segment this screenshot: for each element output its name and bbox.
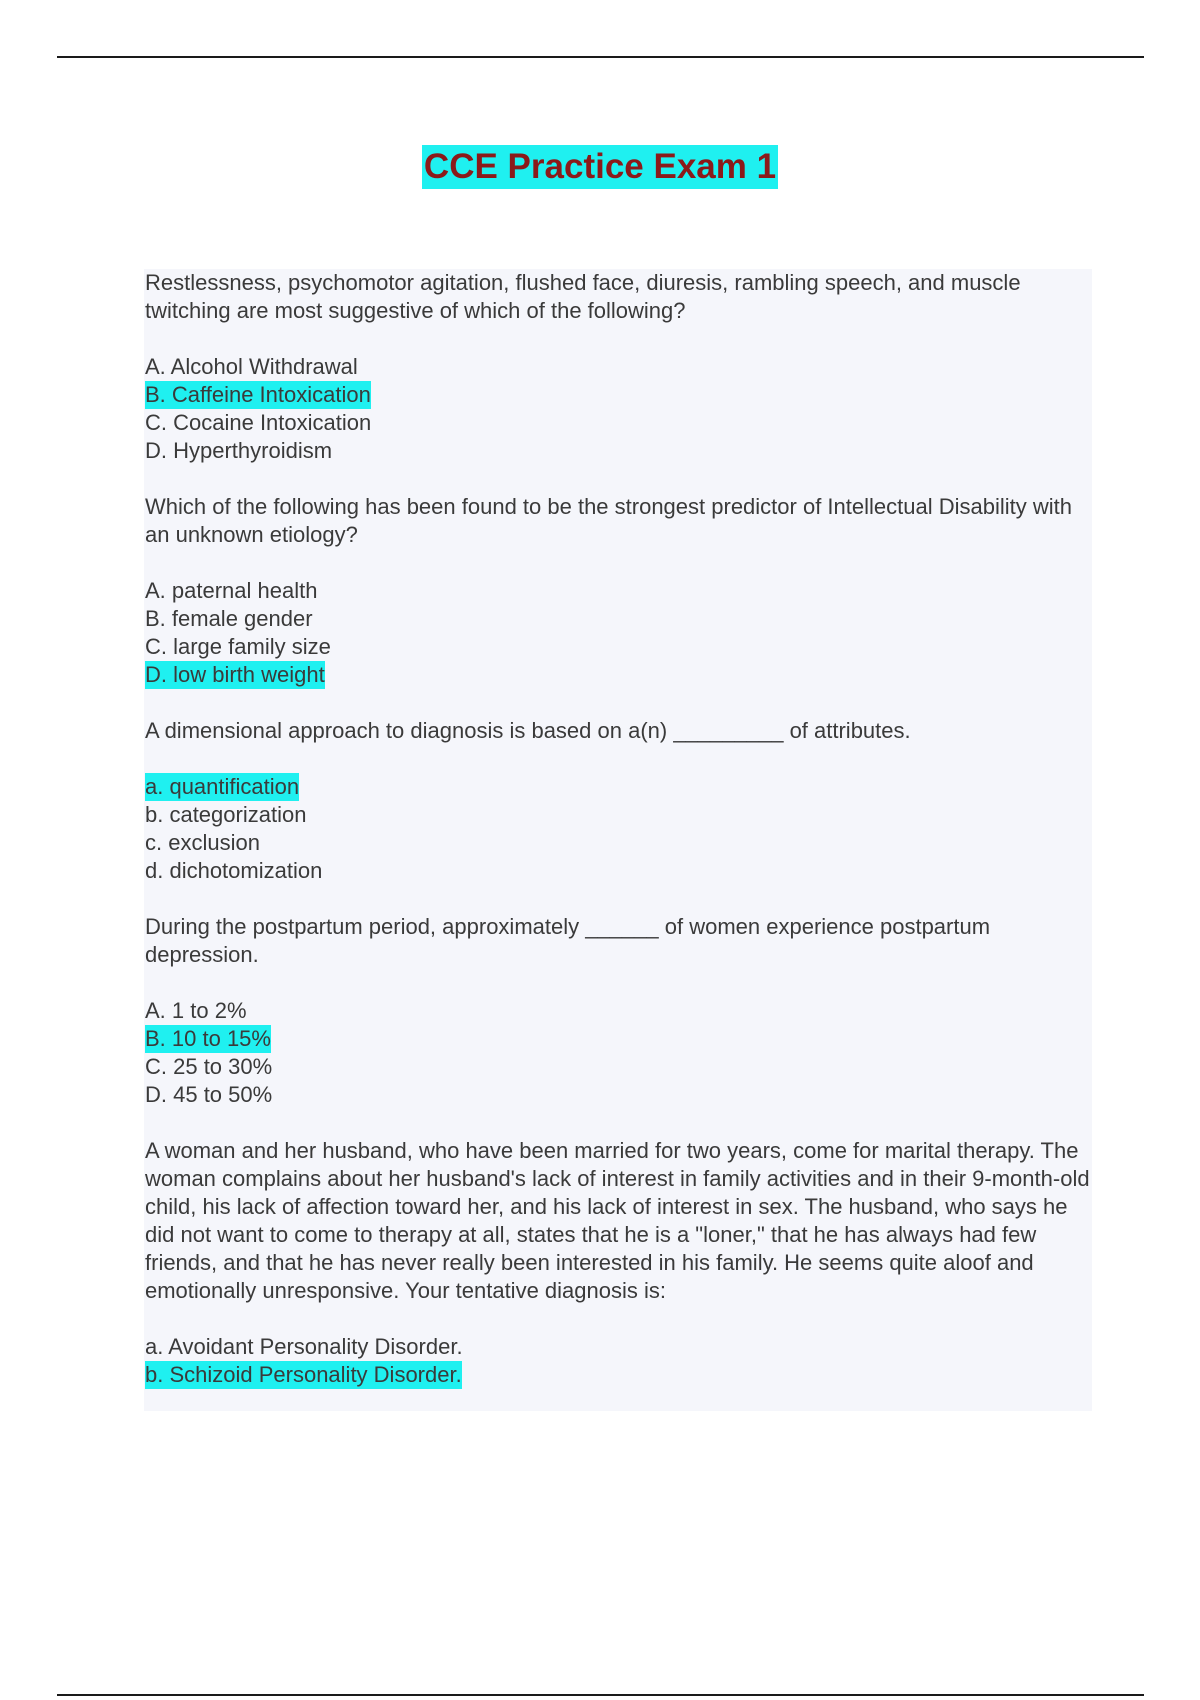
option [145,1053,1092,1081]
question-text: Restlessness, psychomotor agitation, flushed face, diuresis, rambling speech, and muscle twitching are most suggestive of which of the following? [145,270,1021,323]
question-text: A woman and her husband, who have been married for two years, come for marital therapy. The woman complains about her husband's lack of interest in family activities and in their 9-month-old child, his lack of affection toward her, and his lack of interest in sex. The husband, who says he did not want to come to therapy at all, states that he is a "loner," that he has always had few friends, and that he has never really been interested in his family. He seems quite aloof and emotionally unresponsive. Your tentative diagnosis is: [145,1138,1090,1303]
option-label: C. Cocaine Intoxication [145,410,372,435]
page-title: CCE Practice Exam 1 [422,145,778,189]
option [145,829,1092,857]
option-label: B. female gender [145,606,313,631]
option [145,605,1092,633]
option-list [145,353,1092,465]
question-text: A dimensional approach to diagnosis is based on a(n) _________ of attributes. [145,718,911,743]
option [145,577,1092,605]
option [145,437,1092,465]
option-list [145,997,1092,1109]
option-label: B. 10 to 15% [145,1026,271,1051]
question-3 [145,717,1092,885]
option-highlighted [145,773,1092,801]
option [145,633,1092,661]
option-label: D. 45 to 50% [145,1082,273,1107]
question-2 [145,493,1092,689]
option-list [145,577,1092,689]
option-label: a. Avoidant Personality Disorder. [145,1334,463,1359]
question-text: Which of the following has been found to be the strongest predictor of Intellectual Disability with an unknown etiology? [145,494,1072,547]
option-highlighted [145,1025,1092,1053]
option-list [145,1333,1092,1389]
option [145,1081,1092,1109]
option-label: A. paternal health [145,578,318,603]
option-highlighted [145,381,1092,409]
question-1 [145,269,1092,465]
question-text: During the postpartum period, approximately ______ of women experience postpartum depression. [145,914,991,967]
option [145,1333,1092,1361]
option-highlighted [145,661,1092,689]
option-label: a. quantification [145,774,300,799]
option-label: b. Schizoid Personality Disorder. [145,1362,462,1387]
option-label: D. Hyperthyroidism [145,438,333,463]
option-label: C. 25 to 30% [145,1054,273,1079]
option-highlighted [145,1361,1092,1389]
footer-rule [57,1694,1144,1696]
option-list [145,773,1092,885]
header-rule [57,56,1144,58]
option-label: C. large family size [145,634,331,659]
option-label: d. dichotomization [145,858,323,883]
option [145,353,1092,381]
question-4 [145,913,1092,1109]
question-5 [145,1137,1092,1389]
option-label: A. 1 to 2% [145,998,247,1023]
title-container [0,145,1200,189]
option-label: A. Alcohol Withdrawal [145,354,358,379]
option-label: c. exclusion [145,830,260,855]
option [145,857,1092,885]
option-label: B. Caffeine Intoxication [145,382,371,407]
questions-panel [144,269,1092,1411]
option [145,801,1092,829]
option [145,409,1092,437]
option [145,997,1092,1025]
option-label: D. low birth weight [145,662,325,687]
option-label: b. categorization [145,802,307,827]
